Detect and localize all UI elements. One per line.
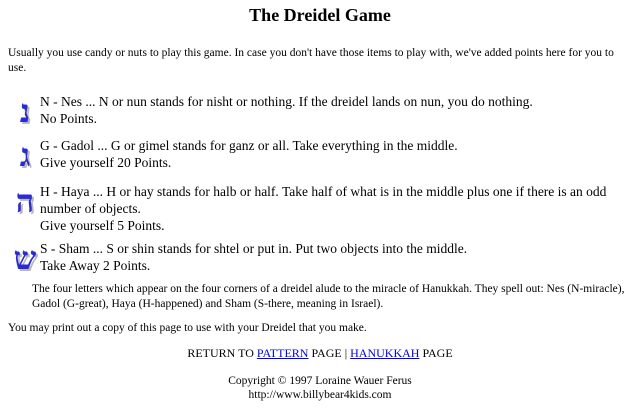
- hebrew-letter-gimel-icon: ג: [19, 136, 31, 174]
- nav-suffix: PAGE: [422, 346, 453, 360]
- return-nav: [0, 346, 640, 361]
- intro-text: Usually you use candy or nuts to play this game. In case you don't have those items to play with, we've added points here for you to use.: [8, 47, 614, 74]
- hebrew-letter-hay-icon: ה: [15, 182, 35, 220]
- letter-description: [40, 183, 630, 234]
- nav-middle: PAGE |: [311, 346, 348, 360]
- nun-points: No Points.: [40, 111, 98, 126]
- letter-description: [40, 93, 630, 127]
- copyright-text: Copyright © 1997 Loraine Wauer Ferus: [228, 375, 412, 387]
- gimel-description: G - Gadol ... G or gimel stands for ganz or all. Take everything in the middle.: [40, 138, 458, 153]
- hay-description: H - Haya ... H or hay stands for halb or half. Take half of what is in the middle plus one if there is an odd number of objects.: [40, 184, 607, 216]
- hebrew-letter-shin-icon: ש: [13, 239, 37, 277]
- page-title: The Dreidel Game: [249, 5, 391, 25]
- closing-text: The four letters which appear on the four corners of a dreidel alude to the miracle of Hanukkah. They spell out: Nes (N-miracle), Gadol (G-great), Haya (H-happened) and Sham (S-there, meaning in Israel).: [32, 283, 625, 310]
- footer-url: http://www.billybear4kids.com: [248, 389, 392, 401]
- print-note: You may print out a copy of this page to use with your Dreidel that you make.: [8, 322, 367, 334]
- gimel-points: Give yourself 20 Points.: [40, 155, 172, 170]
- shin-description: S - Sham ... S or shin stands for shtel or put in. Put two objects into the middle.: [40, 241, 468, 256]
- footer: [0, 374, 640, 402]
- hanukkah-link[interactable]: HANUKKAH: [350, 346, 420, 360]
- nun-description: N - Nes ... N or nun stands for nisht or nothing. If the dreidel lands on nun, you do nothing.: [40, 94, 533, 109]
- pattern-link[interactable]: PATTERN: [256, 346, 309, 360]
- shin-points: Take Away 2 Points.: [40, 258, 151, 273]
- hebrew-letter-nun-icon: נ: [19, 92, 31, 130]
- letter-description: [40, 137, 630, 171]
- nav-prefix: RETURN TO: [187, 346, 254, 360]
- hay-points: Give yourself 5 Points.: [40, 218, 165, 233]
- letter-description: [40, 240, 630, 274]
